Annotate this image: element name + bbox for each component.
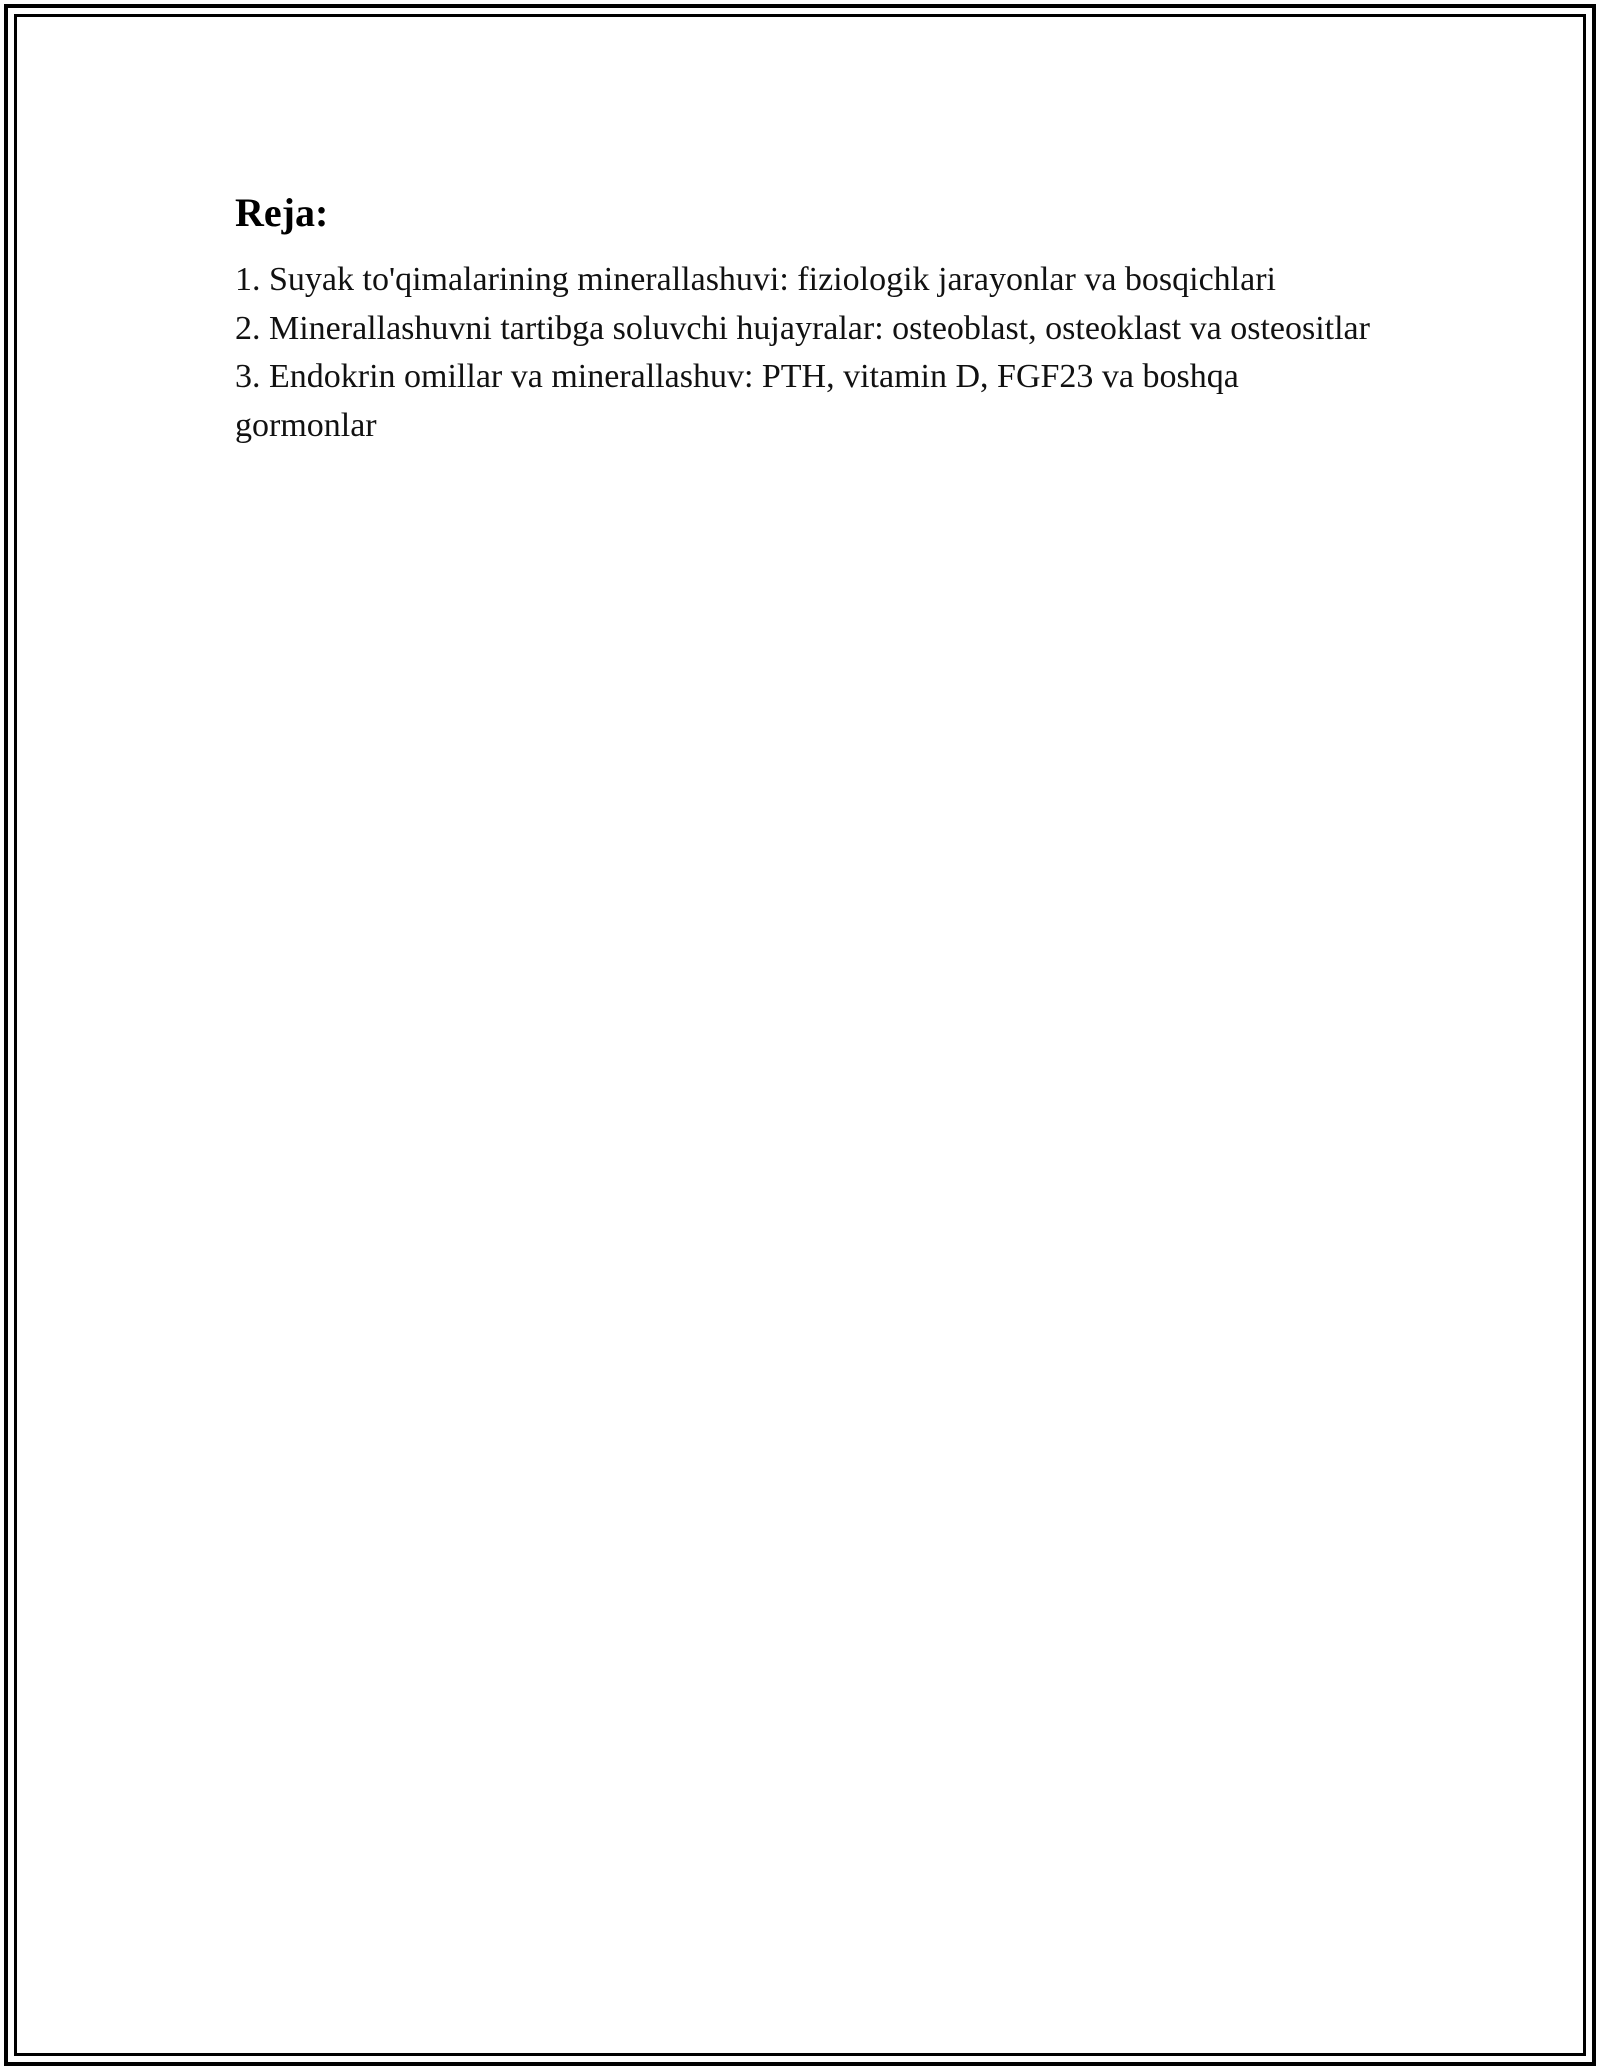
plan-item-2: 2. Minerallashuvni tartibga soluvchi hujayralar: osteoblast, osteoklast va osteositlar (235, 309, 1370, 347)
plan-item-3: 3. Endokrin omillar va minerallashuv: PTH, vitamin D, FGF23 va boshqa gormonlar (235, 358, 1239, 444)
plan-list (235, 256, 1385, 450)
document-content (235, 186, 1385, 450)
plan-heading: Reja: (235, 190, 329, 235)
plan-item-1: 1. Suyak to'qimalarining minerallashuvi: fiziologik jarayonlar va bosqichlari (235, 261, 1276, 298)
